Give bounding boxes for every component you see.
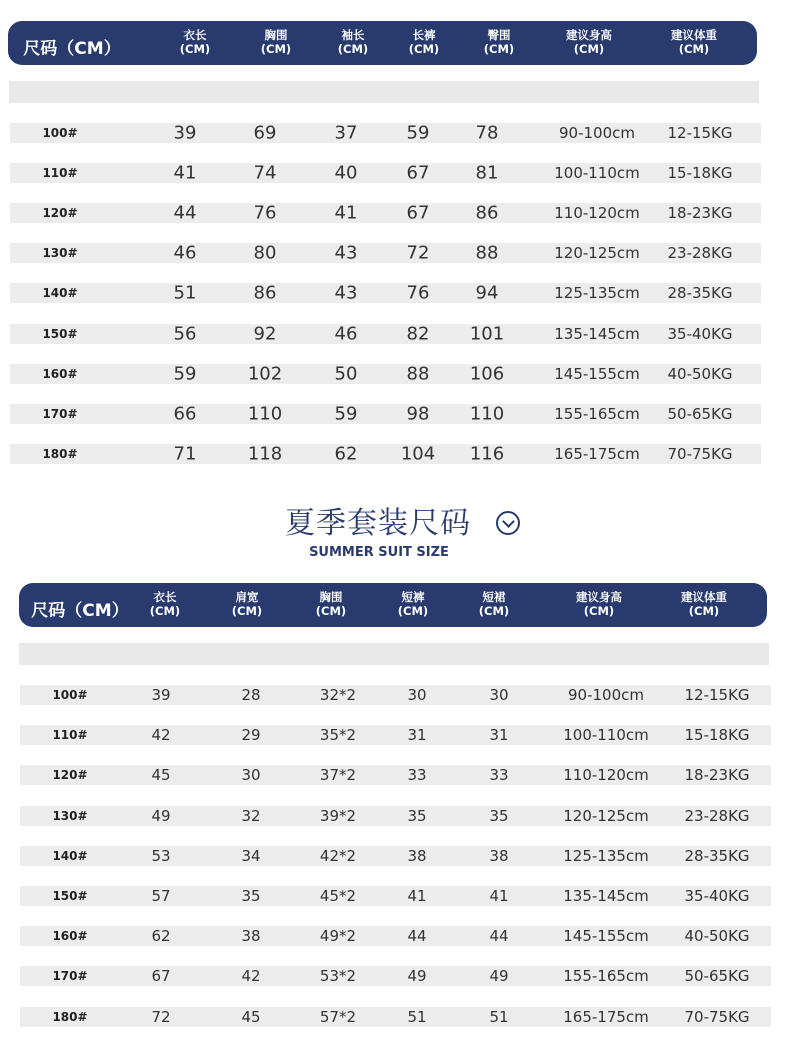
table-cell: 30 bbox=[407, 686, 427, 704]
table-row bbox=[20, 806, 771, 826]
table-cell: 90-100cm bbox=[559, 124, 635, 142]
table-row bbox=[10, 444, 761, 464]
table-row bbox=[10, 364, 761, 384]
table-row bbox=[10, 243, 761, 263]
table-cell: 116 bbox=[469, 443, 505, 465]
table-cell: 51 bbox=[173, 282, 197, 304]
table-cell: 165-175cm bbox=[563, 1007, 649, 1026]
table-cell: 46 bbox=[173, 242, 197, 264]
table-cell: 100-110cm bbox=[563, 726, 649, 745]
size-label: 130# bbox=[52, 808, 88, 823]
table-cell: 31 bbox=[489, 726, 509, 745]
table-cell: 82 bbox=[406, 323, 430, 344]
table-cell: 23-28KG bbox=[667, 244, 733, 263]
table-cell: 67 bbox=[406, 162, 430, 184]
table-cell: 40-50KG bbox=[684, 927, 750, 946]
table-cell: 57 bbox=[151, 887, 171, 905]
table-cell: 46 bbox=[334, 323, 358, 344]
table-cell: 41 bbox=[173, 162, 197, 184]
table-2-header bbox=[19, 583, 767, 627]
table-cell: 50-65KG bbox=[667, 404, 733, 423]
table-cell: 72 bbox=[406, 242, 430, 264]
table-row bbox=[10, 123, 761, 143]
table-cell: 110-120cm bbox=[554, 204, 640, 223]
table-cell: 28-35KG bbox=[684, 846, 750, 865]
table-row bbox=[10, 283, 761, 303]
table-cell: 92 bbox=[253, 323, 277, 344]
size-label: 180# bbox=[42, 446, 78, 461]
section-title-main: 夏季套装尺码 bbox=[285, 506, 471, 541]
table-cell: 44 bbox=[489, 927, 509, 946]
table-cell: 49*2 bbox=[319, 927, 357, 946]
table-cell: 120-125cm bbox=[554, 244, 640, 263]
table-cell: 118 bbox=[247, 443, 283, 465]
size-label: 160# bbox=[52, 929, 88, 944]
table-cell: 38 bbox=[241, 927, 261, 946]
table-cell: 120-125cm bbox=[563, 806, 649, 825]
table-row bbox=[20, 765, 771, 785]
table-cell: 110 bbox=[247, 403, 283, 425]
column-header-hip: 臀围 (CM) bbox=[483, 28, 515, 56]
table-cell: 42 bbox=[151, 726, 171, 745]
size-label: 130# bbox=[42, 246, 78, 261]
table-cell: 88 bbox=[406, 363, 430, 385]
table-cell: 35 bbox=[407, 806, 427, 825]
table-cell: 72 bbox=[151, 1007, 171, 1026]
table-cell: 53 bbox=[151, 846, 171, 865]
table-cell: 18-23KG bbox=[684, 766, 750, 785]
table-cell: 104 bbox=[400, 443, 436, 465]
table-cell: 59 bbox=[334, 403, 358, 425]
size-label: 110# bbox=[42, 166, 78, 181]
size-label: 140# bbox=[42, 286, 78, 301]
table-cell: 35 bbox=[489, 806, 509, 825]
table-cell: 45 bbox=[241, 1007, 261, 1026]
column-header-shoulder: 肩宽 (CM) bbox=[231, 590, 263, 618]
table-cell: 59 bbox=[406, 122, 430, 144]
table-row bbox=[10, 203, 761, 223]
size-label: 170# bbox=[52, 969, 88, 984]
table-cell: 35-40KG bbox=[667, 324, 733, 343]
table-cell: 49 bbox=[489, 967, 509, 986]
table-cell: 43 bbox=[334, 282, 358, 304]
size-column-header: 尺码（CM） bbox=[23, 39, 121, 59]
table-cell: 38 bbox=[489, 846, 509, 865]
table-cell: 32 bbox=[241, 806, 261, 825]
column-header-weight: 建议体重 (CM) bbox=[681, 590, 727, 618]
table-cell: 74 bbox=[253, 162, 277, 184]
table-cell: 34 bbox=[241, 846, 261, 865]
table-cell: 62 bbox=[334, 443, 358, 465]
table-cell: 100-110cm bbox=[554, 164, 640, 183]
table-cell: 50 bbox=[334, 363, 358, 385]
table-cell: 30 bbox=[241, 766, 261, 785]
table-cell: 18-23KG bbox=[667, 204, 733, 223]
table-cell: 135-145cm bbox=[563, 887, 649, 905]
table-cell: 76 bbox=[406, 282, 430, 304]
column-header-skirt: 短裙 (CM) bbox=[478, 590, 510, 618]
table-cell: 30 bbox=[489, 686, 509, 704]
table-row bbox=[20, 966, 771, 986]
table-cell: 125-135cm bbox=[554, 284, 640, 303]
size-label: 150# bbox=[52, 889, 88, 903]
column-header-pants: 长裤 (CM) bbox=[408, 28, 440, 56]
table-cell: 51 bbox=[489, 1007, 509, 1026]
table-cell: 110-120cm bbox=[563, 766, 649, 785]
table-cell: 50-65KG bbox=[684, 967, 750, 986]
column-header-shorts: 短裤 (CM) bbox=[397, 590, 429, 618]
spacer-bar bbox=[19, 643, 769, 665]
size-label: 140# bbox=[52, 848, 88, 863]
table-cell: 44 bbox=[173, 202, 197, 224]
table-cell: 106 bbox=[469, 363, 505, 385]
table-cell: 67 bbox=[151, 967, 171, 986]
table-cell: 53*2 bbox=[319, 967, 357, 986]
table-row bbox=[20, 846, 771, 866]
table-cell: 69 bbox=[253, 122, 277, 144]
size-label: 100# bbox=[42, 126, 78, 140]
table-row bbox=[20, 886, 771, 906]
table-cell: 86 bbox=[475, 202, 499, 224]
size-label: 110# bbox=[52, 728, 88, 743]
table-cell: 86 bbox=[253, 282, 277, 304]
table-cell: 40 bbox=[334, 162, 358, 184]
table-cell: 78 bbox=[475, 122, 499, 144]
table-cell: 31 bbox=[407, 726, 427, 745]
table-cell: 42*2 bbox=[319, 846, 357, 865]
table-cell: 66 bbox=[173, 403, 197, 425]
table-cell: 145-155cm bbox=[554, 364, 640, 383]
size-label: 100# bbox=[52, 688, 88, 702]
table-1-header bbox=[8, 21, 757, 65]
table-row bbox=[10, 404, 761, 424]
column-header-chest: 胸围 (CM) bbox=[260, 28, 292, 56]
table-cell: 28-35KG bbox=[667, 284, 733, 303]
column-header-length: 衣长 (CM) bbox=[179, 28, 211, 56]
table-cell: 98 bbox=[406, 403, 430, 425]
table-row bbox=[20, 685, 771, 705]
table-cell: 41 bbox=[489, 887, 509, 905]
table-row bbox=[20, 1007, 771, 1027]
table-cell: 70-75KG bbox=[684, 1007, 750, 1026]
table-cell: 32*2 bbox=[319, 686, 357, 704]
table-cell: 29 bbox=[241, 726, 261, 745]
table-cell: 12-15KG bbox=[684, 686, 750, 704]
column-header-height: 建议身高 (CM) bbox=[566, 28, 612, 56]
size-label: 160# bbox=[42, 366, 78, 381]
table-cell: 76 bbox=[253, 202, 277, 224]
size-label: 180# bbox=[52, 1009, 88, 1024]
table-cell: 37*2 bbox=[319, 766, 357, 785]
column-header-length: 衣长 (CM) bbox=[149, 590, 181, 618]
table-cell: 62 bbox=[151, 927, 171, 946]
table-cell: 35 bbox=[241, 887, 261, 905]
table-cell: 42 bbox=[241, 967, 261, 986]
table-cell: 135-145cm bbox=[554, 324, 640, 343]
size-label: 170# bbox=[42, 406, 78, 421]
table-cell: 71 bbox=[173, 443, 197, 465]
table-cell: 33 bbox=[489, 766, 509, 785]
table-cell: 110 bbox=[469, 403, 505, 425]
table-cell: 49 bbox=[151, 806, 171, 825]
spacer-bar bbox=[9, 81, 759, 103]
table-cell: 155-165cm bbox=[563, 967, 649, 986]
table-cell: 44 bbox=[407, 927, 427, 946]
table-cell: 43 bbox=[334, 242, 358, 264]
section-title bbox=[0, 490, 790, 570]
table-cell: 41 bbox=[334, 202, 358, 224]
table-cell: 23-28KG bbox=[684, 806, 750, 825]
table-cell: 39*2 bbox=[319, 806, 357, 825]
table-cell: 94 bbox=[475, 282, 499, 304]
table-cell: 67 bbox=[406, 202, 430, 224]
table-cell: 40-50KG bbox=[667, 364, 733, 383]
table-cell: 12-15KG bbox=[667, 124, 733, 142]
table-cell: 35*2 bbox=[319, 726, 357, 745]
size-label: 120# bbox=[52, 768, 88, 783]
table-cell: 45 bbox=[151, 766, 171, 785]
table-cell: 33 bbox=[407, 766, 427, 785]
column-header-weight: 建议体重 (CM) bbox=[671, 28, 717, 56]
table-cell: 15-18KG bbox=[684, 726, 750, 745]
size-label: 150# bbox=[42, 326, 78, 341]
table-cell: 15-18KG bbox=[667, 164, 733, 183]
table-cell: 51 bbox=[407, 1007, 427, 1026]
column-header-chest: 胸围 (CM) bbox=[315, 590, 347, 618]
table-cell: 70-75KG bbox=[667, 444, 733, 463]
table-cell: 56 bbox=[173, 323, 197, 344]
table-cell: 38 bbox=[407, 846, 427, 865]
table-row bbox=[20, 725, 771, 745]
table-cell: 37 bbox=[334, 122, 358, 144]
table-cell: 39 bbox=[151, 686, 171, 704]
table-cell: 80 bbox=[253, 242, 277, 264]
section-title-sub: SUMMER SUIT SIZE bbox=[309, 545, 449, 560]
table-cell: 102 bbox=[247, 363, 283, 385]
column-header-height: 建议身高 (CM) bbox=[576, 590, 622, 618]
table-cell: 35-40KG bbox=[684, 887, 750, 905]
table-cell: 57*2 bbox=[319, 1007, 357, 1026]
table-row bbox=[20, 926, 771, 946]
table-cell: 59 bbox=[173, 363, 197, 385]
table-cell: 41 bbox=[407, 887, 427, 905]
table-cell: 39 bbox=[173, 122, 197, 144]
size-column-header: 尺码（CM） bbox=[31, 601, 129, 621]
table-cell: 101 bbox=[469, 323, 505, 344]
table-cell: 88 bbox=[475, 242, 499, 264]
table-cell: 125-135cm bbox=[563, 846, 649, 865]
table-cell: 28 bbox=[241, 686, 261, 704]
table-cell: 155-165cm bbox=[554, 404, 640, 423]
column-header-sleeve: 袖长 (CM) bbox=[337, 28, 369, 56]
table-cell: 165-175cm bbox=[554, 444, 640, 463]
size-label: 120# bbox=[42, 206, 78, 221]
table-row bbox=[10, 163, 761, 183]
table-row bbox=[10, 324, 761, 344]
chevron-down-circle-icon bbox=[496, 511, 520, 535]
table-cell: 90-100cm bbox=[568, 686, 644, 704]
table-cell: 45*2 bbox=[319, 887, 357, 905]
table-cell: 81 bbox=[475, 162, 499, 184]
table-cell: 49 bbox=[407, 967, 427, 986]
table-cell: 145-155cm bbox=[563, 927, 649, 946]
